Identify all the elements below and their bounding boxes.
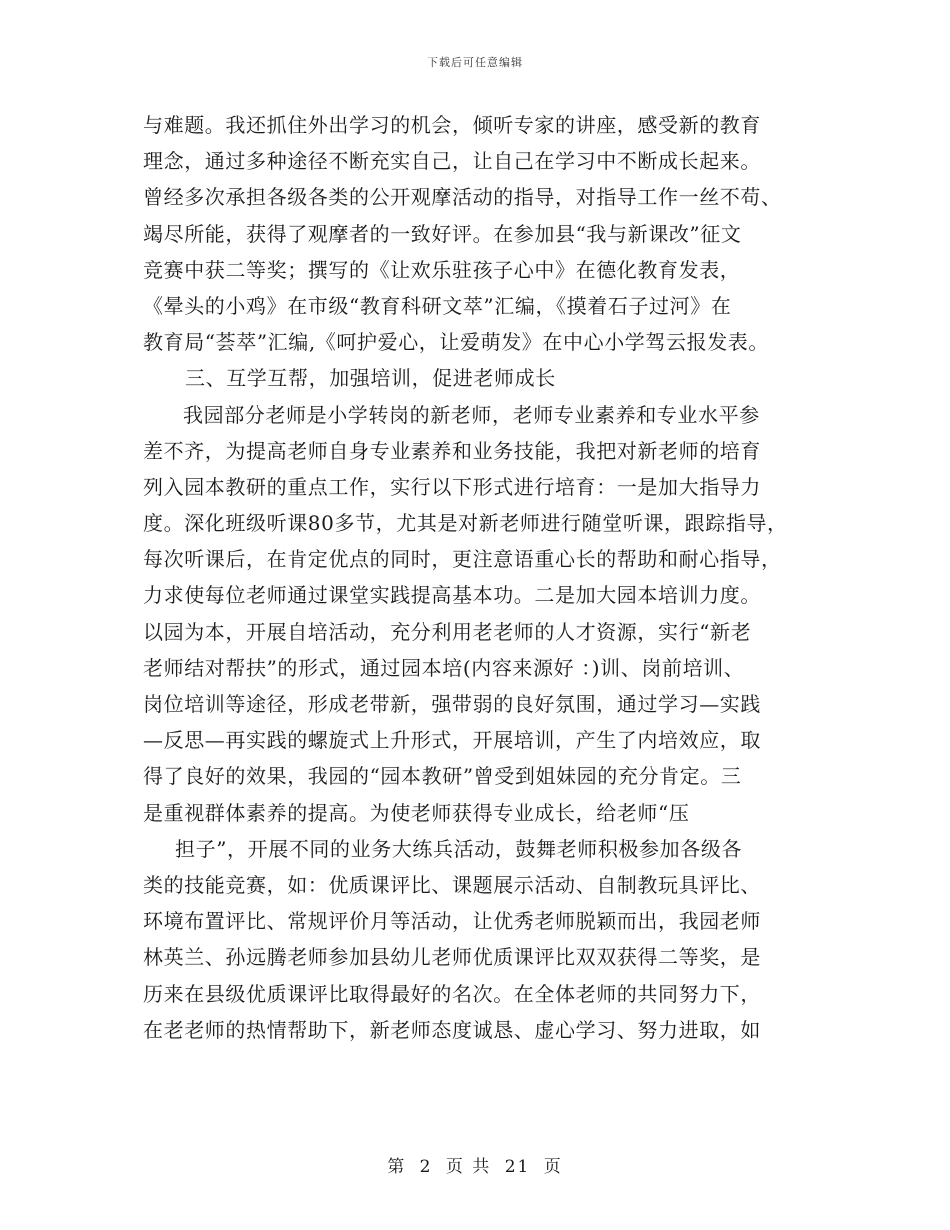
text-line: 力求使每位老师通过课堂实践提高基本功。二是加大园本培训力度。 bbox=[143, 583, 761, 608]
section-heading: 三、互学互帮，加强培训，促进老师成长 bbox=[185, 366, 556, 391]
current-page-number: 2 bbox=[419, 1157, 433, 1177]
text-line: 老师结对帮扶”的形式，通过园本培(内容来源好 ：)训、岗前培训、 bbox=[143, 655, 745, 680]
text-line: 与难题。我还抓住外出学习的机会，倾听专家的讲座，感受新的教育 bbox=[143, 113, 761, 137]
text-line: 曾经多次承担各级各类的公开观摩活动的指导，对指导工作一丝不苟、 bbox=[143, 185, 782, 210]
text-line: —反思—再实践的螺旋式上升形式，开展培训，产生了内培效应，取 bbox=[143, 728, 761, 753]
footer-suffix: 页 bbox=[543, 1157, 563, 1177]
text-line: 林英兰、孙远腾老师参加县幼儿老师优质课评比双双获得二等奖，是 bbox=[143, 945, 761, 970]
total-page-count: 21 bbox=[504, 1157, 531, 1177]
text-line: 教育局“荟萃”汇编,《呵护爱心，让爱萌发》在中心小学驾云报发表。 bbox=[143, 330, 770, 355]
document-body bbox=[143, 107, 823, 1048]
page-header-note: 下载后可任意编辑 bbox=[427, 56, 523, 69]
text-line: 得了良好的效果，我园的“园本教研”曾受到姐妹园的充分肯定。三 bbox=[143, 764, 742, 789]
text-line: 《晕头的小鸡》在市级“教育科研文萃”汇编，《摸着石子过河》在 bbox=[143, 293, 732, 318]
text-line: 竭尽所能，获得了观摩者的一致好评。在参加县“我与新课改”征文 bbox=[143, 221, 742, 246]
text-line: 环境布置评比、常规评价月等活动，让优秀老师脱颖而出，我园老师 bbox=[143, 909, 761, 934]
text-line: 竞赛中获二等奖；撰写的《让欢乐驻孩子心中》在德化教育发表， bbox=[143, 257, 741, 282]
text-line: 每次听课后，在肯定优点的同时，更注意语重心长的帮助和耐心指导， bbox=[143, 547, 782, 572]
footer-prefix: 第 bbox=[387, 1157, 407, 1177]
page-footer bbox=[0, 1152, 950, 1177]
text-line: 历来在县级优质课评比取得最好的名次。在全体老师的共同努力下， bbox=[143, 981, 761, 1006]
text-line: 在老老师的热情帮助下，新老师态度诚恳、虚心学习、努力进取，如 bbox=[143, 1017, 761, 1042]
text-line: 差不齐，为提高老师自身专业素养和业务技能，我把对新老师的培育 bbox=[143, 438, 761, 463]
text-line: 类的技能竞赛，如：优质课评比、课题展示活动、自制教玩具评比、 bbox=[143, 872, 761, 897]
text-line: 是重视群体素养的提高。为使老师获得专业成长，给老师“压 bbox=[143, 800, 690, 825]
paragraph-start-line: 我园部分老师是小学转岗的新老师，老师专业素养和专业水平参 bbox=[183, 402, 760, 427]
text-line: 岗位培训等途径，形成老带新，强带弱的良好氛围，通过学习—实践 bbox=[143, 692, 761, 716]
footer-middle: 页 共 bbox=[445, 1157, 492, 1177]
text-line: 理念，通过多种途径不断充实自己，让自己在学习中不断成长起来。 bbox=[143, 149, 761, 174]
paragraph-start-line: 担子”，开展不同的业务大练兵活动，鼓舞老师积极参加各级各 bbox=[175, 836, 743, 861]
text-line: 以园为本，开展自培活动，充分利用老老师的人才资源，实行“新老 bbox=[143, 619, 752, 644]
text-line: 度。深化班级听课80多节，尤其是对新老师进行随堂听课，跟踪指导， bbox=[143, 511, 788, 536]
text-line: 列入园本教研的重点工作，实行以下形式进行培育：一是加大指导力 bbox=[143, 474, 761, 499]
